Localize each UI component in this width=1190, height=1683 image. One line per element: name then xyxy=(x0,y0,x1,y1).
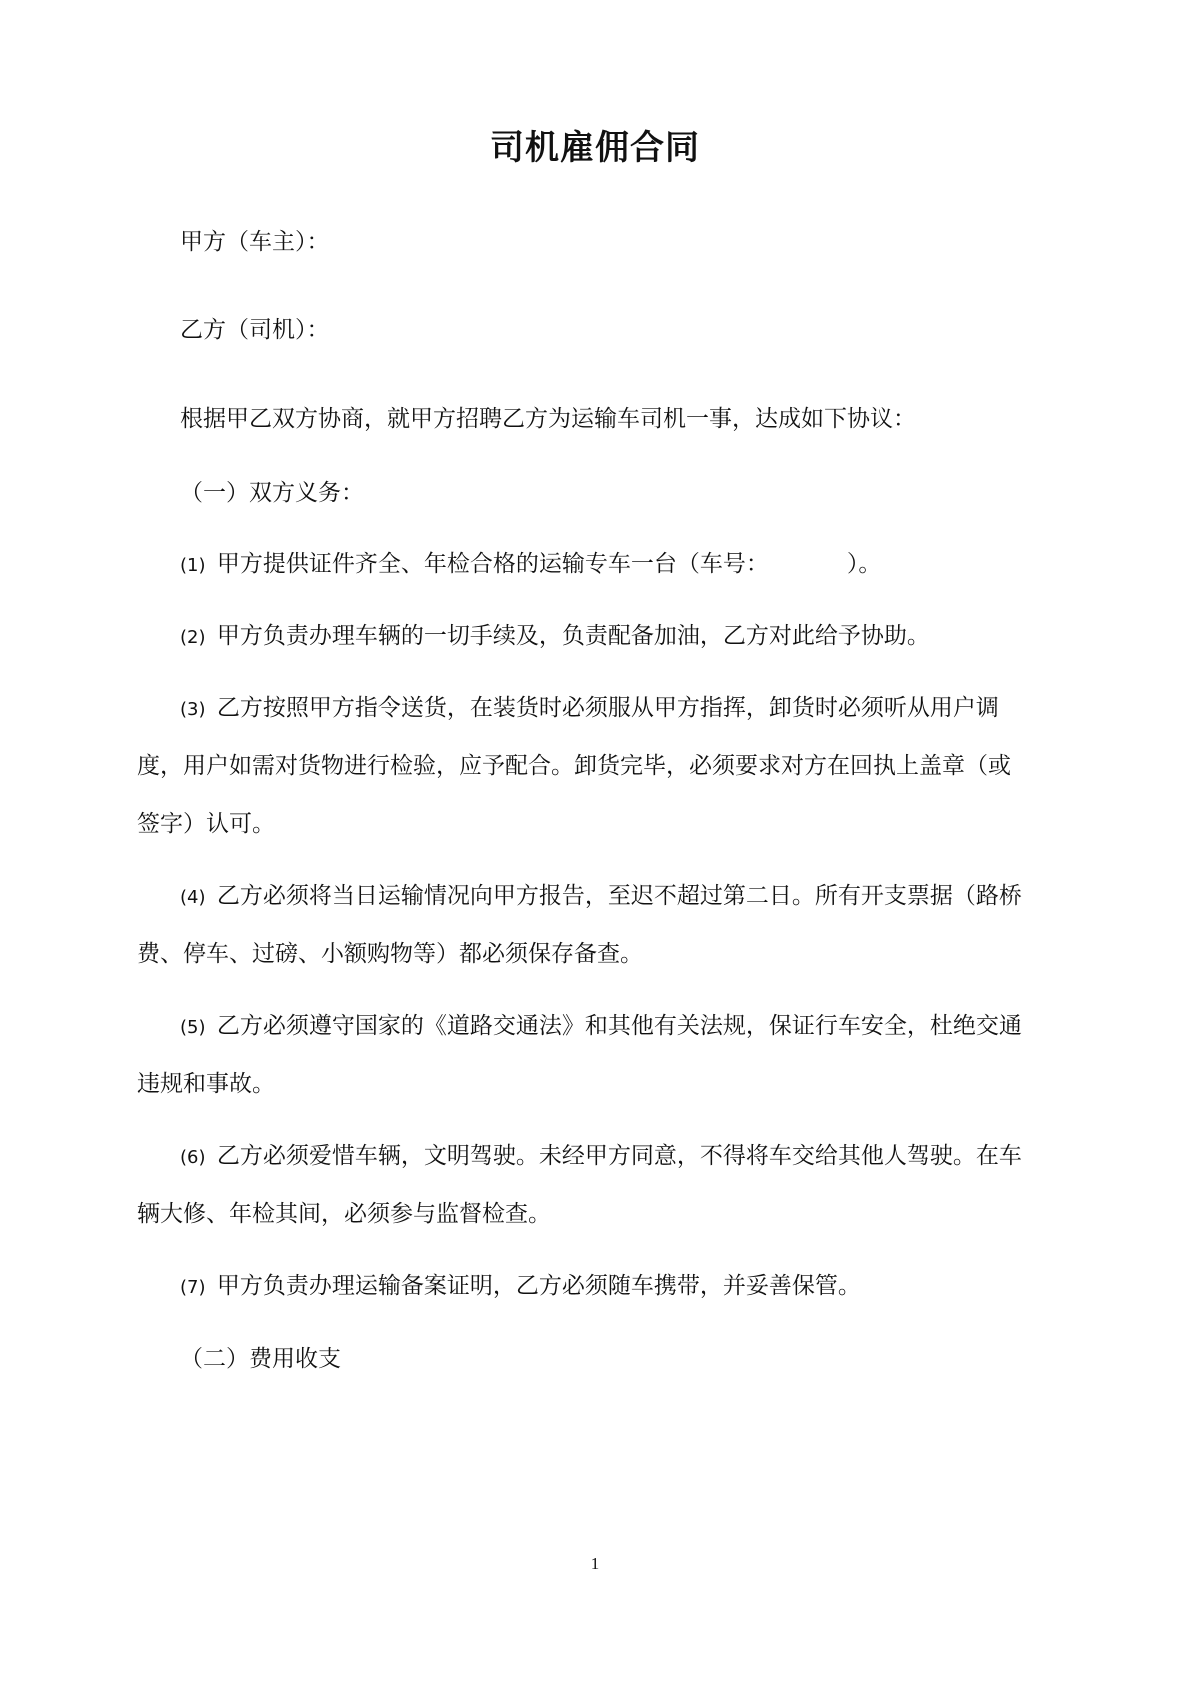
item-text: 甲方负责办理运输备案证明，乙方必须随车携带，并妥善保管。 xyxy=(216,1273,861,1299)
party-a-line: 甲方（车主）： xyxy=(180,229,330,255)
item-number: (2) xyxy=(180,627,206,648)
section-heading-expenses: （二）费用收支 xyxy=(180,1346,341,1372)
obligation-item-5-line-2: 违规和事故。 xyxy=(137,1071,275,1097)
obligation-item-7 xyxy=(180,1270,1057,1304)
item-text: 乙方必须爱惜车辆，文明驾驶。未经甲方同意，不得将车交给其他人驾驶。在车 xyxy=(216,1143,1022,1169)
obligation-item-3-line-3: 签字）认可。 xyxy=(137,811,275,837)
obligation-item-3 xyxy=(180,692,1057,726)
item-text: 乙方必须遵守国家的《道路交通法》和其他有关法规，保证行车安全，杜绝交通 xyxy=(216,1013,1022,1039)
obligation-item-4-line-2: 费、停车、过磅、小额购物等）都必须保存备查。 xyxy=(137,941,643,967)
party-b-line: 乙方（司机）： xyxy=(180,317,330,343)
item-number: (5) xyxy=(180,1017,206,1038)
obligation-item-2 xyxy=(180,620,1057,654)
item-number: (7) xyxy=(180,1277,206,1298)
section-heading-obligations: （一）双方义务： xyxy=(180,480,364,506)
page-number: 1 xyxy=(590,1554,600,1573)
obligation-item-1 xyxy=(180,548,1057,582)
obligation-item-3-line-2: 度，用户如需对货物进行检验，应予配合。卸货完毕，必须要求对方在回执上盖章（或 xyxy=(137,753,1011,779)
obligation-item-5 xyxy=(180,1010,1057,1044)
item-text: 甲方负责办理车辆的一切手续及，负责配备加油，乙方对此给予协助。 xyxy=(216,623,930,649)
item-number: (6) xyxy=(180,1147,206,1168)
item-text-end: ）。 xyxy=(846,551,882,577)
item-text: 乙方必须将当日运输情况向甲方报告，至迟不超过第二日。所有开支票据（路桥 xyxy=(216,883,1022,909)
intro-paragraph: 根据甲乙双方协商，就甲方招聘乙方为运输车司机一事，达成如下协议： xyxy=(180,406,916,432)
obligation-item-6 xyxy=(180,1140,1057,1174)
item-text: 甲方提供证件齐全、年检合格的运输专车一台（车号： xyxy=(216,551,769,577)
item-text: 乙方按照甲方指令送货，在装货时必须服从甲方指挥，卸货时必须听从用户调 xyxy=(216,695,999,721)
obligation-item-6-line-2: 辆大修、年检其间，必须参与监督检查。 xyxy=(137,1201,551,1227)
obligation-item-4 xyxy=(180,880,1057,914)
document-title: 司机雇佣合同 xyxy=(490,128,700,168)
item-number: (1) xyxy=(180,555,206,576)
item-number: (3) xyxy=(180,699,206,720)
item-number: (4) xyxy=(180,887,206,908)
